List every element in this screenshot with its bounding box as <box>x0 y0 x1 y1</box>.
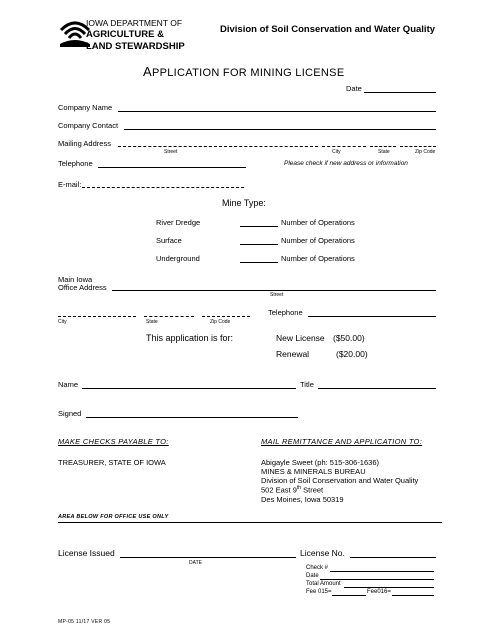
checks-heading: MAKE CHECKS PAYABLE TO: <box>58 437 169 446</box>
license-no-field[interactable] <box>350 557 436 558</box>
surface-ops-label: Number of Operations <box>281 236 355 245</box>
mail-address-2: MINES & MINERALS BUREAU <box>261 467 366 476</box>
check-number-label: Check # <box>306 565 329 571</box>
office-telephone-label: Telephone <box>268 308 303 317</box>
office-telephone-field[interactable] <box>308 316 436 317</box>
license-issued-date-caption: DATE <box>189 560 202 566</box>
mailing-zip-field[interactable] <box>400 146 436 147</box>
title-rest: PPLICATION FOR MINING LICENSE <box>151 67 345 79</box>
river-dredge-ops-field[interactable] <box>240 226 278 227</box>
license-no-label: License No. <box>300 548 345 558</box>
license-issued-field[interactable] <box>120 557 296 558</box>
mailing-state-field[interactable] <box>370 146 396 147</box>
new-address-note: Please check if new address or information <box>284 160 408 167</box>
logo-line-1: IOWA DEPARTMENT OF <box>86 18 183 28</box>
telephone-field[interactable] <box>98 167 246 168</box>
total-amount-field[interactable] <box>344 587 434 588</box>
street-caption: Street <box>164 149 178 155</box>
office-street-field[interactable] <box>112 290 436 291</box>
renewal-fee: ($20.00) <box>336 349 368 359</box>
office-city-caption: City <box>58 319 67 325</box>
underground-ops-field[interactable] <box>240 262 278 263</box>
mailing-street-field[interactable] <box>118 146 318 147</box>
surface-ops-field[interactable] <box>240 244 278 245</box>
mine-type-surface: Surface <box>156 236 182 245</box>
office-state-field[interactable] <box>144 316 194 317</box>
payee: TREASURER, STATE OF IOWA <box>58 458 166 467</box>
fee-016-label: Fee016= <box>367 589 391 595</box>
form-code: MP-05 11/17 VER 05 <box>58 619 111 625</box>
mail-heading: MAIL REMITTANCE AND APPLICATION TO: <box>261 437 423 446</box>
office-date-label: Date <box>306 573 319 579</box>
underground-ops-label: Number of Operations <box>281 254 355 263</box>
form-title <box>143 64 344 79</box>
company-name-label: Company Name <box>58 103 113 112</box>
mailing-city-field[interactable] <box>322 146 366 147</box>
application-for-label: This application is for: <box>146 333 234 343</box>
mail-address-4-sup: th <box>296 485 302 491</box>
fee-016-field[interactable] <box>392 595 434 596</box>
renewal-option[interactable]: Renewal <box>276 349 310 359</box>
mail-address-4-prefix: 502 East 9 <box>261 485 297 495</box>
office-use-heading: AREA BELOW FOR OFFICE USE ONLY <box>58 514 169 520</box>
signature-field[interactable] <box>86 417 298 418</box>
mail-address-1: Abigayle Sweet (ph: 515-306-1636) <box>261 458 379 467</box>
logo-line-3: LAND STEWARDSHIP <box>86 41 185 52</box>
zip-caption: Zip Code <box>415 149 436 155</box>
fee-015-label: Fee 015= <box>306 589 332 595</box>
title-field[interactable] <box>318 388 436 389</box>
date-field[interactable] <box>364 92 436 93</box>
office-street-caption: Street <box>270 292 284 298</box>
main-office-label-1: Main Iowa <box>58 275 93 284</box>
new-license-fee: ($50.00) <box>333 333 365 343</box>
mail-address-4 <box>261 485 323 495</box>
date-label: Date <box>346 84 362 93</box>
office-use-divider <box>58 522 442 523</box>
signed-label: Signed <box>58 409 82 418</box>
new-license-option[interactable]: New License <box>276 333 325 343</box>
state-caption: State <box>378 149 390 155</box>
mine-type-underground: Underground <box>156 254 200 263</box>
license-issued-label: License Issued <box>58 548 115 558</box>
main-office-label-2: Office Address <box>58 283 107 292</box>
name-label: Name <box>58 380 79 389</box>
telephone-label: Telephone <box>58 159 93 168</box>
check-number-field[interactable] <box>330 571 434 572</box>
office-city-field[interactable] <box>58 316 136 317</box>
office-state-caption: State <box>146 319 158 325</box>
office-date-field[interactable] <box>320 579 434 580</box>
mine-type-river-dredge: River Dredge <box>156 218 201 227</box>
email-label: E-mail: <box>58 180 82 189</box>
email-field[interactable] <box>82 187 244 188</box>
river-dredge-ops-label: Number of Operations <box>281 218 355 227</box>
title-label: Title <box>300 380 314 389</box>
mail-address-5: Des Moines, Iowa 50319 <box>261 495 344 504</box>
mailing-address-label: Mailing Address <box>58 139 111 148</box>
logo <box>58 18 218 54</box>
total-amount-label: Total Amount <box>306 581 341 587</box>
title-first-letter: A <box>143 64 152 79</box>
mail-address-3: Division of Soil Conservation and Water Quality <box>261 476 419 485</box>
office-zip-field[interactable] <box>202 316 250 317</box>
company-contact-field[interactable] <box>124 129 436 130</box>
city-caption: City <box>332 149 341 155</box>
mine-type-label: Mine Type: <box>222 198 266 208</box>
division-title: Division of Soil Conservation and Water Quality <box>220 24 436 35</box>
company-contact-label: Company Contact <box>58 121 119 130</box>
name-field[interactable] <box>82 388 296 389</box>
office-zip-caption: Zip Code <box>210 319 231 325</box>
company-name-field[interactable] <box>118 111 436 112</box>
logo-line-2: AGRICULTURE & <box>86 29 164 40</box>
fee-015-field[interactable] <box>332 595 366 596</box>
mail-address-4-suffix: Street <box>301 485 324 495</box>
